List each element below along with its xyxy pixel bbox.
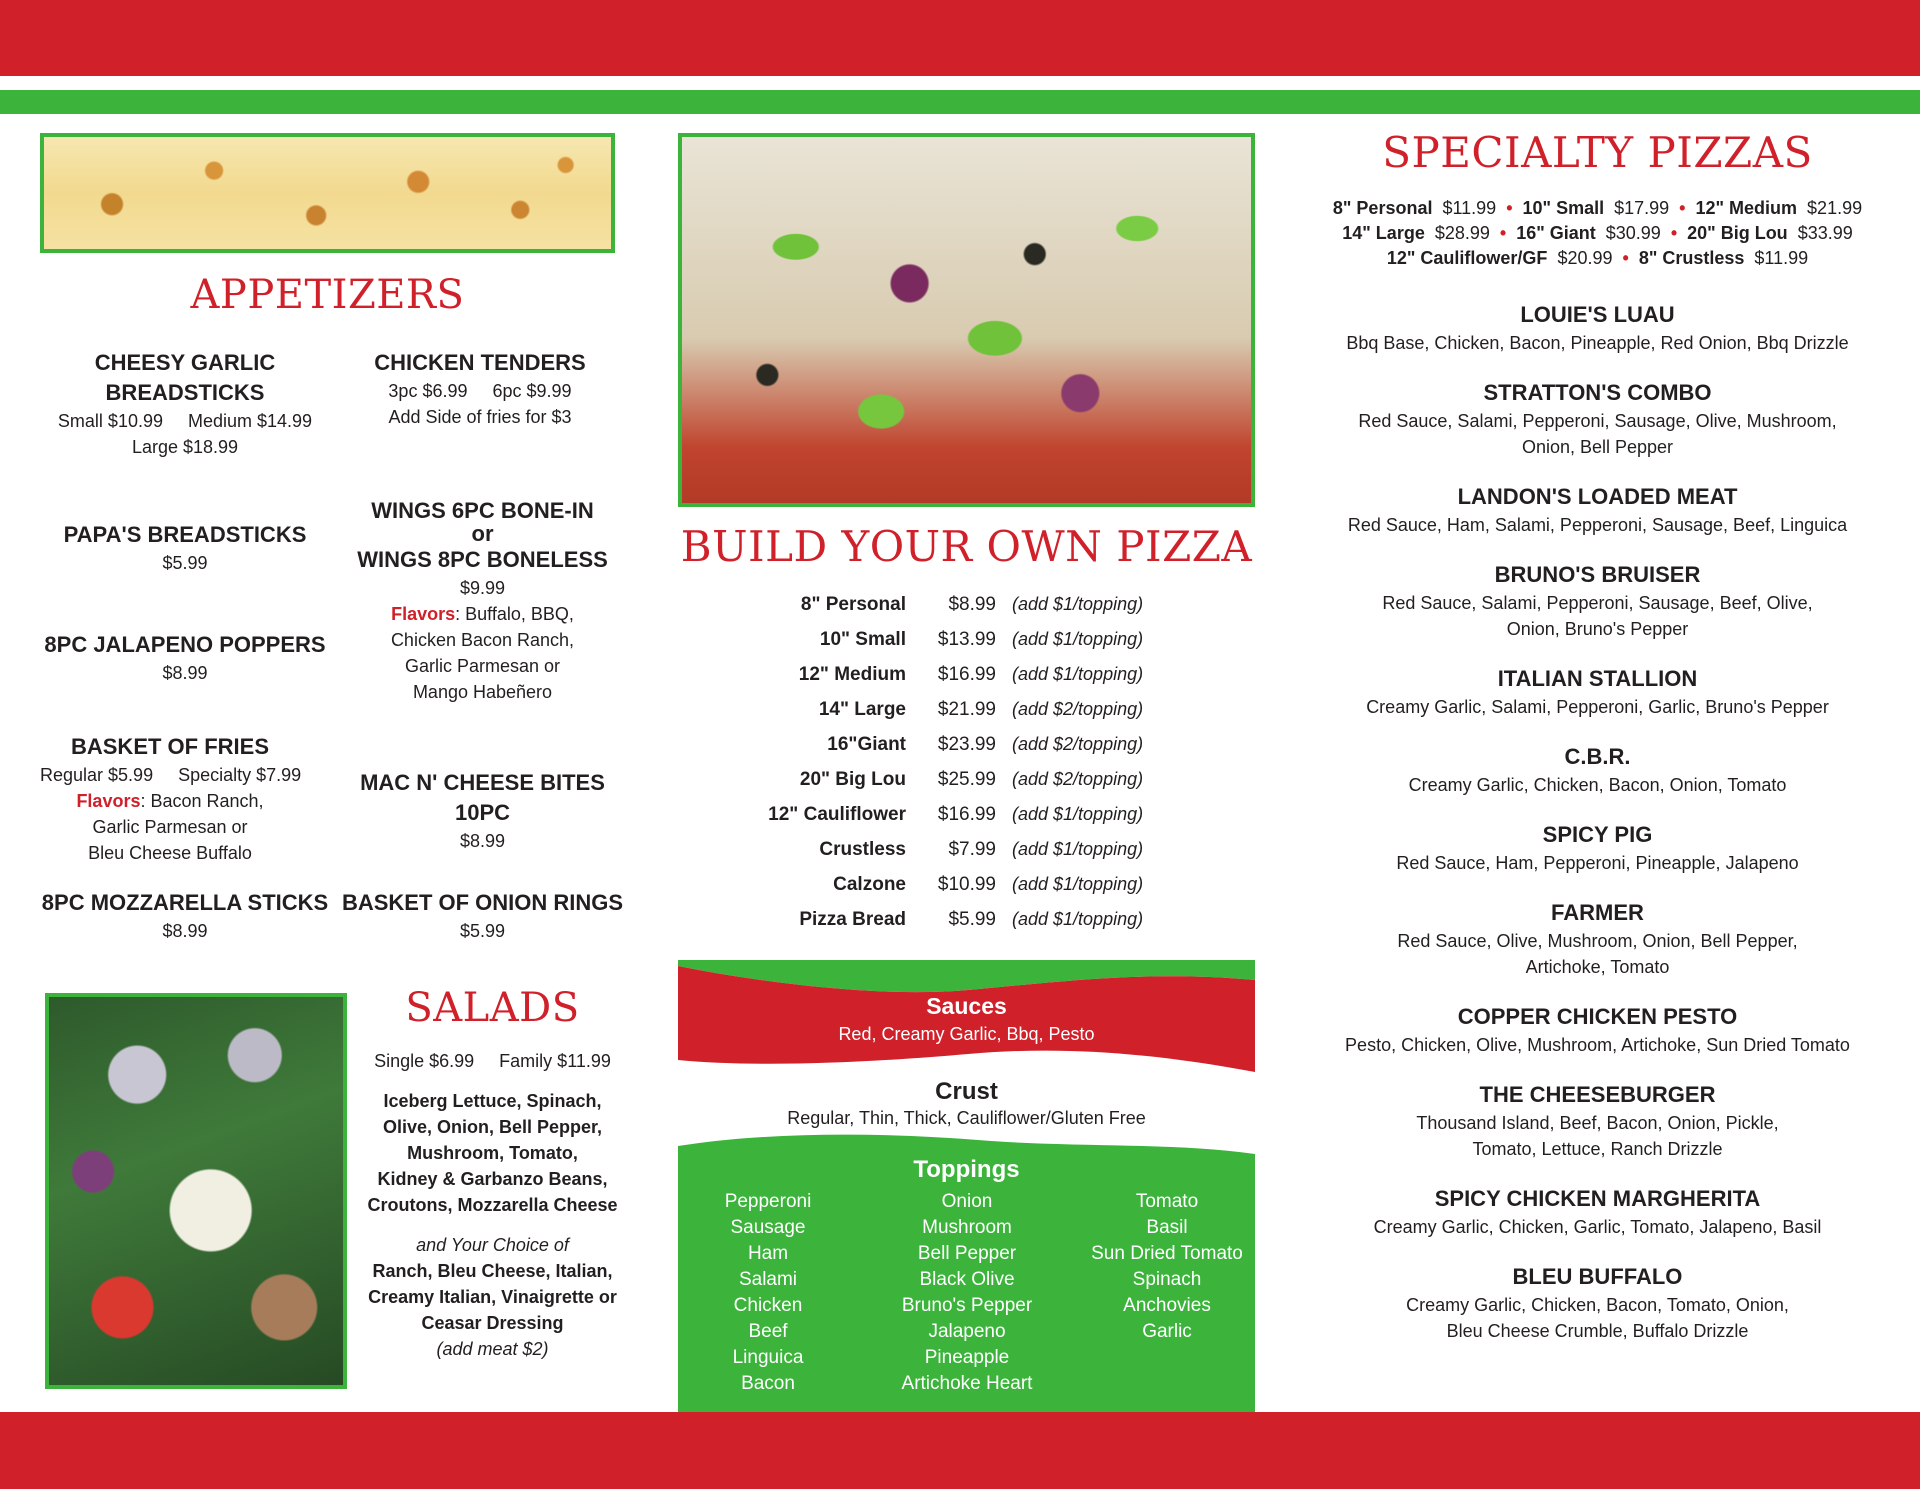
salad-dressing-line: Creamy Italian, Vinaigrette or [368, 1287, 617, 1307]
item-prices: Large $18.99 [131, 437, 239, 457]
toppings-veggies [867, 1189, 1067, 1397]
byo-price: $10.99 [937, 874, 996, 895]
pizza-name: COPPER CHICKEN PESTO [1457, 1004, 1738, 1029]
topping-item: Black Olive [919, 1269, 1015, 1290]
flavors-label: Flavors [76, 791, 141, 811]
salad-meat-note: (add meat $2) [436, 1339, 549, 1359]
byo-price: $7.99 [948, 839, 996, 860]
specialty-pizza [1320, 820, 1875, 876]
specialty-size: 16" Giant [1516, 223, 1596, 243]
byo-size: 16"Giant [827, 734, 906, 755]
flavors-text: Garlic Parmesan or [404, 656, 561, 676]
topping-item: Jalapeno [928, 1321, 1006, 1342]
specialty-pizza [1320, 300, 1875, 356]
pizza-description: Bleu Cheese Crumble, Buffalo Drizzle [1446, 1321, 1749, 1341]
item-title: WINGS 8PC BONELESS [357, 547, 608, 572]
byo-topping-price: (add $1/topping) [1012, 594, 1144, 614]
pizza-name: THE CHEESEBURGER [1479, 1082, 1716, 1107]
top-red-band [0, 0, 1920, 76]
item-title: 8PC MOZZARELLA STICKS [41, 890, 329, 915]
specialty-pizza [1320, 1002, 1875, 1058]
byo-row [690, 657, 1210, 692]
basket-of-fries [40, 732, 300, 866]
pizza-description: Creamy Garlic, Chicken, Bacon, Onion, Tomato [1408, 775, 1787, 795]
topping-item: Sun Dried Tomato [1091, 1243, 1243, 1264]
onion-rings [340, 888, 625, 944]
item-title: PAPA'S BREADSTICKS [63, 522, 307, 547]
bottom-red-band [0, 1412, 1920, 1489]
topping-item: Garlic [1142, 1321, 1192, 1342]
crust-label: Crust [935, 1078, 998, 1105]
salads-heading: SALADS [405, 985, 580, 1031]
byo-row [690, 692, 1210, 727]
pizza-name: C.B.R. [1564, 744, 1631, 769]
item-prices: Regular $5.99 Specialty $7.99 [40, 765, 302, 785]
byo-size: Calzone [833, 874, 906, 895]
pizza-description: Red Sauce, Salami, Pepperoni, Sausage, Beef, Olive, [1382, 593, 1813, 613]
topping-item: Pepperoni [724, 1191, 812, 1212]
topping-item: Mushroom [922, 1217, 1012, 1238]
specialty-size: 8" Crustless [1638, 248, 1745, 268]
specialty-size: 8" Personal [1332, 198, 1433, 218]
toppings-meats [668, 1189, 868, 1397]
specialty-pizza [1320, 482, 1875, 538]
pizza-name: SPICY PIG [1542, 822, 1653, 847]
specialty-pizza [1320, 560, 1875, 642]
byo-row [690, 902, 1210, 937]
pizza-name: STRATTON'S COMBO [1483, 380, 1712, 405]
byo-price: $21.99 [937, 699, 996, 720]
byo-topping-price: (add $1/topping) [1012, 874, 1144, 894]
byo-row [690, 587, 1210, 622]
pizza-name: LANDON'S LOADED MEAT [1457, 484, 1738, 509]
specialty-price: $21.99 [1797, 198, 1863, 218]
item-price: $5.99 [459, 921, 506, 941]
appetizers-heading: APPETIZERS [190, 272, 465, 318]
topping-item: Beef [748, 1321, 788, 1342]
byo-price: $16.99 [937, 804, 996, 825]
item-title: WINGS 6PC BONE-IN [371, 498, 594, 523]
topping-item: Ham [747, 1243, 789, 1264]
salads-details [360, 1048, 625, 1362]
pizza-description: Artichoke, Tomato [1525, 957, 1670, 977]
salad-photo [45, 993, 347, 1389]
salad-ingredients [360, 1088, 625, 1218]
topping-item: Spinach [1132, 1269, 1202, 1290]
salad-ingredient-line: Kidney & Garbanzo Beans, [377, 1169, 608, 1189]
item-title: BASKET OF ONION RINGS [341, 890, 624, 915]
salad-ingredient-line: Mushroom, Tomato, [407, 1143, 578, 1163]
salad-choice-intro: and Your Choice of [416, 1235, 569, 1255]
specialty-price-line [1320, 221, 1875, 246]
bullet-separator: • [1669, 198, 1696, 218]
byo-topping-price: (add $1/topping) [1012, 909, 1144, 929]
byo-row [690, 727, 1210, 762]
pizza-name: ITALIAN STALLION [1497, 666, 1698, 691]
byo-topping-price: (add $1/topping) [1012, 664, 1144, 684]
flavors-text: Garlic Parmesan or [92, 817, 248, 837]
item-price: $8.99 [459, 831, 506, 851]
specialty-pizza [1320, 378, 1875, 460]
wings [340, 499, 625, 705]
specialty-pizza [1320, 1184, 1875, 1240]
topping-item: Bell Pepper [917, 1243, 1017, 1264]
topping-item: Anchovies [1123, 1295, 1211, 1316]
toppings-label: Toppings [913, 1156, 1020, 1183]
pizza-description: Red Sauce, Olive, Mushroom, Onion, Bell Pepper, [1397, 931, 1798, 951]
item-price: $8.99 [162, 663, 208, 683]
specialty-size: 10" Small [1522, 198, 1605, 218]
byo-topping-price: (add $2/topping) [1012, 699, 1144, 719]
specialty-price: $20.99 [1547, 248, 1613, 268]
flavors-text: : Bacon Ranch, [140, 791, 264, 811]
flavors-text: Chicken Bacon Ranch, [390, 630, 575, 650]
chicken-tenders [340, 348, 620, 430]
salad-prices: Single $6.99 Family $11.99 [374, 1051, 611, 1071]
specialty-pizza [1320, 1080, 1875, 1162]
item-prices: 3pc $6.99 6pc $9.99 [388, 381, 572, 401]
byo-topping-price: (add $2/topping) [1012, 734, 1144, 754]
pizza-description: Creamy Garlic, Chicken, Bacon, Tomato, Onion, [1406, 1295, 1789, 1315]
specialty-size: 12" Medium [1695, 198, 1798, 218]
salad-dressing-line: Ceasar Dressing [421, 1313, 564, 1333]
pizza-name: BRUNO'S BRUISER [1494, 562, 1701, 587]
specialty-price: $33.99 [1787, 223, 1853, 243]
flavors-text: Mango Habeñero [412, 682, 553, 702]
pizza-description: Creamy Garlic, Salami, Pepperoni, Garlic, Bruno's Pepper [1366, 697, 1829, 717]
topping-item: Bruno's Pepper [901, 1295, 1033, 1316]
toppings-extras [1067, 1189, 1267, 1345]
byo-row [690, 797, 1210, 832]
flavors-label: Flavors [391, 604, 456, 624]
topping-item: Pineapple [924, 1347, 1010, 1368]
item-flavors [340, 601, 625, 627]
specialty-price: $28.99 [1424, 223, 1490, 243]
byo-topping-price: (add $2/topping) [1012, 769, 1144, 789]
byo-price: $13.99 [937, 629, 996, 650]
byo-price: $16.99 [937, 664, 996, 685]
pizza-name: SPICY CHICKEN MARGHERITA [1434, 1186, 1761, 1211]
item-note: Add Side of fries for $3 [388, 407, 572, 427]
specialty-price: $17.99 [1604, 198, 1670, 218]
byo-row [690, 762, 1210, 797]
pizza-name: FARMER [1551, 900, 1644, 925]
specialty-heading: SPECIALTY PIZZAS [1382, 128, 1813, 177]
pizza-description: Onion, Bruno's Pepper [1506, 619, 1689, 639]
bullet-separator: • [1489, 223, 1517, 243]
byo-topping-price: (add $1/topping) [1012, 629, 1144, 649]
cheese-bread-photo [40, 133, 615, 253]
pizza-description: Bbq Base, Chicken, Bacon, Pineapple, Red Onion, Bbq Drizzle [1346, 333, 1849, 353]
sauces-list: Red, Creamy Garlic, Bbq, Pesto [838, 1024, 1095, 1044]
mac-n-cheese-bites [340, 768, 625, 854]
specialty-size: 12" Cauliflower/GF [1386, 248, 1548, 268]
pizza-description: Tomato, Lettuce, Ranch Drizzle [1472, 1139, 1723, 1159]
specialty-pizza-list [1320, 300, 1875, 1366]
pizza-name: LOUIE'S LUAU [1520, 302, 1675, 327]
item-flavors [40, 788, 300, 814]
pizza-description: Red Sauce, Salami, Pepperoni, Sausage, Olive, Mushroom, [1358, 411, 1837, 431]
pizza-description: Onion, Bell Pepper [1521, 437, 1674, 457]
byo-size: 12" Cauliflower [768, 804, 906, 825]
item-title: 8PC JALAPENO POPPERS [44, 632, 326, 657]
byo-topping-price: (add $1/topping) [1012, 804, 1144, 824]
item-title: CHEESY GARLIC [94, 350, 276, 375]
byo-row [690, 622, 1210, 657]
item-title: CHICKEN TENDERS [374, 350, 586, 375]
specialty-pizza [1320, 742, 1875, 798]
byo-topping-price: (add $1/topping) [1012, 839, 1144, 859]
salad-dressing-line: Ranch, Bleu Cheese, Italian, [372, 1261, 613, 1281]
topping-item: Onion [941, 1191, 993, 1212]
byo-size: 8" Personal [800, 594, 906, 615]
cheesy-garlic-breadsticks [40, 348, 330, 460]
byo-price: $25.99 [937, 769, 996, 790]
topping-item: Artichoke Heart [901, 1373, 1033, 1394]
topping-item: Linguica [732, 1347, 804, 1368]
topping-item: Basil [1146, 1217, 1188, 1238]
item-or: or [471, 521, 494, 546]
item-price: $8.99 [162, 921, 208, 941]
specialty-price-list [1320, 196, 1875, 271]
specialty-price: $11.99 [1432, 198, 1497, 218]
bullet-separator: • [1660, 223, 1688, 243]
topping-item: Sausage [730, 1217, 806, 1238]
byo-price: $23.99 [937, 734, 996, 755]
specialty-size: 14" Large [1342, 223, 1425, 243]
byo-price: $5.99 [948, 909, 996, 930]
specialty-pizza [1320, 1262, 1875, 1344]
byo-size: 14" Large [818, 699, 906, 720]
top-green-band [0, 90, 1920, 114]
specialty-price-line [1320, 196, 1875, 221]
build-your-own-heading: BUILD YOUR OWN PIZZA [680, 522, 1253, 571]
jalapeno-poppers [40, 630, 330, 686]
specialty-size: 20" Big Lou [1687, 223, 1788, 243]
byo-row [690, 832, 1210, 867]
item-title: BASKET OF FRIES [70, 734, 269, 759]
crust-list: Regular, Thin, Thick, Cauliflower/Gluten Free [787, 1108, 1146, 1128]
byo-size: Crustless [819, 839, 906, 860]
item-title: BREADSTICKS [105, 380, 265, 405]
topping-item: Bacon [741, 1373, 795, 1394]
topping-item: Tomato [1135, 1191, 1199, 1212]
bullet-separator: • [1496, 198, 1523, 218]
salad-ingredient-line: Croutons, Mozzarella Cheese [367, 1195, 618, 1215]
pizza-description: Creamy Garlic, Chicken, Garlic, Tomato, Jalapeno, Basil [1373, 1217, 1822, 1237]
bullet-separator: • [1612, 248, 1639, 268]
sauces-label: Sauces [926, 993, 1007, 1019]
byo-size: 12" Medium [798, 664, 906, 685]
salad-ingredient-line: Iceberg Lettuce, Spinach, [383, 1091, 602, 1111]
topping-item: Salami [738, 1269, 798, 1290]
salad-ingredient-line: Olive, Onion, Bell Pepper, [382, 1117, 603, 1137]
item-prices: Small $10.99 Medium $14.99 [57, 411, 313, 431]
byo-size: Pizza Bread [799, 909, 906, 930]
pizza-description: Thousand Island, Beef, Bacon, Onion, Pickle, [1416, 1113, 1779, 1133]
specialty-price: $30.99 [1595, 223, 1661, 243]
topping-item: Chicken [733, 1295, 803, 1316]
papas-breadsticks [40, 520, 330, 576]
specialty-pizza [1320, 664, 1875, 720]
byo-size: 20" Big Lou [799, 769, 906, 790]
item-title: MAC N' CHEESE BITES 10PC [360, 770, 605, 825]
pizza-description: Red Sauce, Ham, Salami, Pepperoni, Sausage, Beef, Linguica [1347, 515, 1848, 535]
pizza-description: Red Sauce, Ham, Pepperoni, Pineapple, Jalapeno [1396, 853, 1799, 873]
byo-size: 10" Small [819, 629, 906, 650]
item-price: $5.99 [162, 553, 208, 573]
specialty-price: $11.99 [1744, 248, 1809, 268]
veggie-pizza-photo [678, 133, 1255, 507]
pizza-name: BLEU BUFFALO [1512, 1264, 1683, 1289]
specialty-price-line [1320, 246, 1875, 271]
flavors-text: : Buffalo, BBQ, [455, 604, 574, 624]
specialty-pizza [1320, 898, 1875, 980]
salad-dressings [360, 1258, 625, 1336]
item-price: $9.99 [459, 578, 506, 598]
pizza-description: Pesto, Chicken, Olive, Mushroom, Artichoke, Sun Dried Tomato [1345, 1035, 1850, 1055]
byo-price: $8.99 [948, 594, 996, 615]
flavors-text: Bleu Cheese Buffalo [88, 843, 252, 863]
byo-row [690, 867, 1210, 902]
mozzarella-sticks [40, 888, 330, 944]
